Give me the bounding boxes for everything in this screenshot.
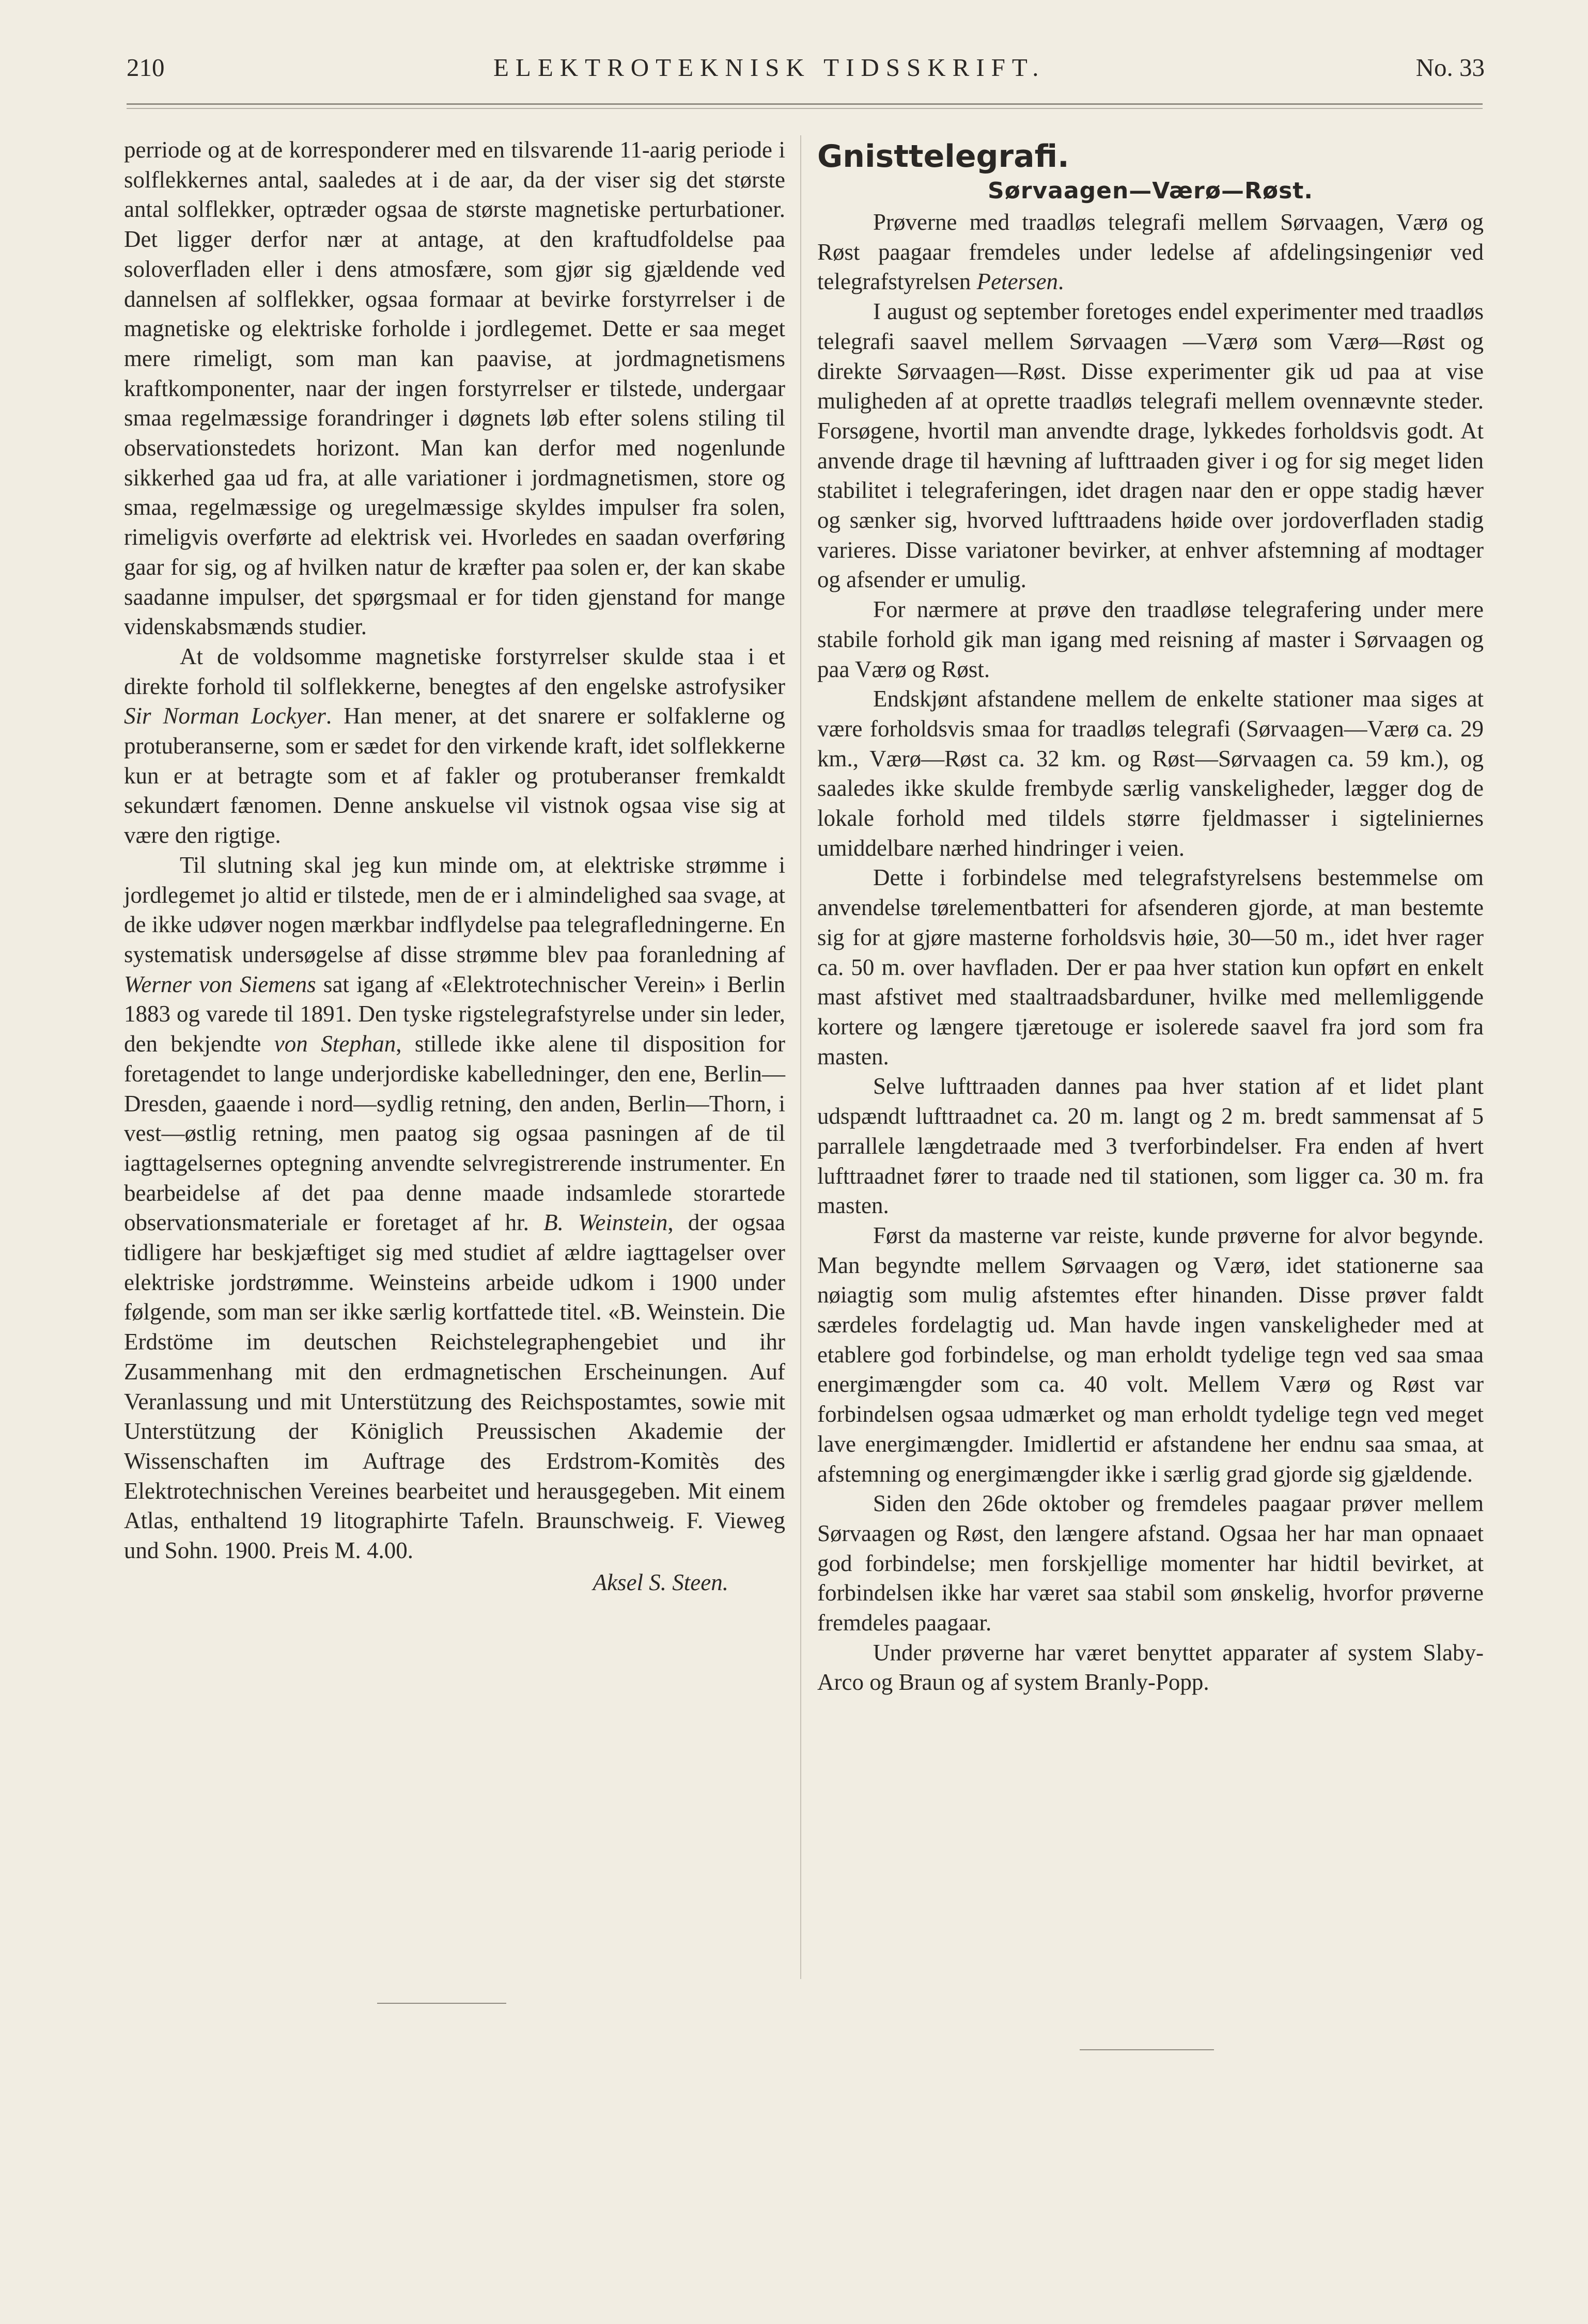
paragraph: Dette i forbindelse med telegrafstyrelsens bestemmelse om anvendelse tørelementbatteri for afsenderen gjorde, at man bestemte sig for at gjøre masterne forholdsvis høie, 30—50 m., idet hver rager ca. 50 m. over havfladen. Der er paa hver station kun opført en enkelt mast afstivet med staaltraadsbarduner, hvilke med mellemliggende kortere og længere tjæretouge er isolerede saavel fra jord som fra masten. bbox=[817, 865, 1484, 1070]
author-signature: Aksel S. Steen. bbox=[593, 1569, 728, 1595]
paragraph: Først da masterne var reiste, kunde prøverne for alvor begynde. Man begyndte mellem Sørvaagen og Værø, idet stationerne saa nøiagtig som mulig afstemtes efter hinanden. Disse prøver faldt særdeles fordelagtig ud. Man havde ingen vanskeligheder med at etablere god forbindelse, og man erholdt tydelige tegn ved saa smaa energimængder som ca. 40 volt. Mellem Værø og Røst var forbindelsen ogsaa udmærket og man erholdt tydelige tegn ved meget lave energimængder. Imidlertid er afstandene her endnu saa smaa, at afstemning og energimængder ikke i særlig grad gjorde sig gjældende. bbox=[817, 1222, 1484, 1487]
paragraph: Til slutning skal jeg kun minde om, at elektriske strømme i jordlegemet jo altid er tilstede, men de er i almindelighed saa svage, at de ikke udøver nogen mærkbar indflydelse paa telegrafledningerne. En systematisk undersøgelse af disse strømme blev paa foranledning af Werner von Siemens sat igang af «Elektrotechnischer Verein» i Berlin 1883 og varede til 1891. Den tyske rigstelegrafstyrelse under sin leder, den bekjendte von Stephan, stillede ikke alene til disposition for foretagendet to lange underjordiske kabelledninger, den ene, Berlin—Dresden, gaaende i nord—sydlig retning, den anden, Berlin—Thorn, i vest—østlig retning, men paatog sig ogsaa pasningen af de til iagttagelsernes optegning anvendte selvregistrerende instrumenter. En bearbeidelse af det paa denne maade indsamlede storartede observationsmateriale er foretaget af hr. B. Weinstein, der ogsaa tidligere har beskjæftiget sig med studiet af ældre iagttagelser over elektriske jordstrømme. Weinsteins arbeide udkom i 1900 under følgende, som man ser ikke særlig kortfattede titel. «B. Weinstein. Die Erdstöme im deutschen Reichstelegraphengebiet und ihr Zusammenhang mit den erdmagnetischen Erscheinungen. Auf Veranlassung und mit Unterstützung des Reichspostamtes, sowie mit Unterstützung der Königlich Preussischen Akademie der Wissenschaften im Auftrage des Erdstrom-Komitès des Elektrotechnischen Vereines bearbeitet und herausgegeben. Mit einem Atlas, enthaltend 19 litographirte Tafeln. Braunschweig. F. Vieweg und Sohn. 1900. Preis M. 4.00. bbox=[124, 852, 786, 1564]
running-header bbox=[0, 53, 1588, 89]
article-end-rule bbox=[377, 2003, 506, 2004]
section-subtitle: Sørvaagen—Værø—Røst. bbox=[987, 178, 1314, 204]
paragraph: Under prøverne har været benyttet apparater af system Slaby-Arco og Braun og af system Branly-Popp. bbox=[817, 1639, 1484, 1695]
paragraph: Siden den 26de oktober og fremdeles paagaar prøver mellem Sørvaagen og Røst, den længere afstand. Ogsaa her har man opnaaet god forbindelse; men forskjellige momenter har hidtil bevirket, at forbindelsen ikke har været saa stabil som ønskelig, hvorfor prøverne fremdeles paagaar. bbox=[817, 1490, 1484, 1636]
section-title: Gnisttelegrafi. bbox=[817, 138, 1069, 175]
column-divider bbox=[800, 135, 801, 1979]
paragraph: Prøverne med traadløs telegrafi mellem Sørvaagen, Værø og Røst paagaar fremdeles under ledelse af afdelingsingeniør ved telegrafstyrelsen Petersen. bbox=[817, 209, 1484, 295]
right-column bbox=[817, 135, 1484, 1698]
article-end-rule bbox=[1080, 2049, 1214, 2050]
person-name: Sir Norman Lockyer bbox=[124, 703, 326, 729]
person-name: Werner von Siemens bbox=[124, 971, 316, 997]
paragraph: At de voldsomme magnetiske forstyrrelser skulde staa i et direkte forhold til solflekkerne, benegtes af den engelske astrofysiker Sir Norman Lockyer. Han mener, at det snarere er solfaklerne og protuberanserne, som er sædet for den virkende kraft, idet solflekkerne kun er at betragte som et af fakler og protuberanser fremkaldt sekundært fænomen. Denne anskuelse vil vistnok ogsaa vise sig at være den rigtige. bbox=[124, 643, 785, 849]
issue-number: No. 33 bbox=[1415, 53, 1485, 82]
paragraph: I august og september foretoges endel experimenter med traadløs telegrafi saavel mellem Sørvaagen —Værø som Værø—Røst og direkte Sørvaagen—Røst. Disse experimenter gik ud paa at vise muligheden af at oprette traadløs telegrafi mellem ovennævnte steder. Forsøgene, hvortil man anvendte drage, lykkedes forholdsvis godt. At anvende drage til hævning af lufttraaden giver i og for sig meget liden stabilitet i telegraferingen, idet dragen naar den er oppe stadig hæver og sænker sig, hvorved lufttraadens høide over jordoverfladen stadig varieres. Disse variatoner bevirker, at enhver afstemning af modtager og afsender er umulig. bbox=[817, 299, 1484, 593]
journal-title: ELEKTROTEKNISK TIDSSKRIFT. bbox=[493, 53, 1046, 82]
header-rule bbox=[127, 103, 1483, 105]
page-number: 210 bbox=[127, 53, 165, 82]
person-name: Petersen bbox=[976, 269, 1058, 295]
paragraph: For nærmere at prøve den traadløse telegrafering under mere stabile forhold gik man igang med reisning af master i Sørvaagen og paa Værø og Røst. bbox=[817, 596, 1484, 682]
left-column bbox=[124, 135, 785, 1597]
person-name: von Stephan bbox=[274, 1031, 396, 1057]
paragraph: Selve lufttraaden dannes paa hver station af et lidet plant udspændt lufttraadnet ca. 20 m. langt og 2 m. bredt sammensat af 5 parrallele længdetraade med 3 tverforbindelser. Fra enden af hvert lufttraadnet fører to traade ned til stationen, som ligger ca. 30 m. fra masten. bbox=[817, 1073, 1484, 1219]
header-rule-thin bbox=[127, 108, 1483, 109]
person-name: B. Weinstein bbox=[543, 1210, 668, 1236]
paragraph: Endskjønt afstandene mellem de enkelte stationer maa siges at være forholdsvis smaa for traadløs telegrafi (Sørvaagen—Værø ca. 29 km., Værø—Røst ca. 32 km. og Røst—Sørvaagen ca. 59 km.), og saaledes ikke skulde frembyde særlig vanskeligheder, lægger dog de lokale forhold med tildels større fjeldmasser i sigteliniernes umiddelbare nærhed hindringer i veien. bbox=[817, 686, 1484, 861]
paragraph: perriode og at de korresponderer med en tilsvarende 11-aarig periode i solflekkernes antal, saaledes at i de aar, da der viser sig det største antal solflekker, optræder ogsaa de største magnetiske perturbationer. Det ligger derfor nær at antage, at den kraftudfoldelse paa soloverfladen eller i dens atmosfære, som gjør sig gjældende ved dannelsen af solflekker, ogsaa formaar at bevirke forstyrrelser i de magnetiske og elektriske forholde i jordlegemet. Dette er saa meget mere rimeligt, som man kan paavise, at jordmagnetismens kraftkomponenter, naar der ingen forstyrrelser er tilstede, undergaar smaa regelmæssige forandringer i døgnets løb efter solens stiling til observationstedets horizont. Man kan derfor med nogenlunde sikkerhed gaa ud fra, at alle variationer i jordmagnetismen, store og smaa, regelmæssige og uregelmæssige skyldes impulser fra solen, rimeligvis overførte ad elektrisk vei. Hvorledes en saadan overføring gaar for sig, og af hvilken natur de kræfter paa solen er, der kan skabe saadanne impulser, det spørgsmaal er for tiden gjenstand for mange videnskabsmænds studier. bbox=[124, 137, 785, 640]
